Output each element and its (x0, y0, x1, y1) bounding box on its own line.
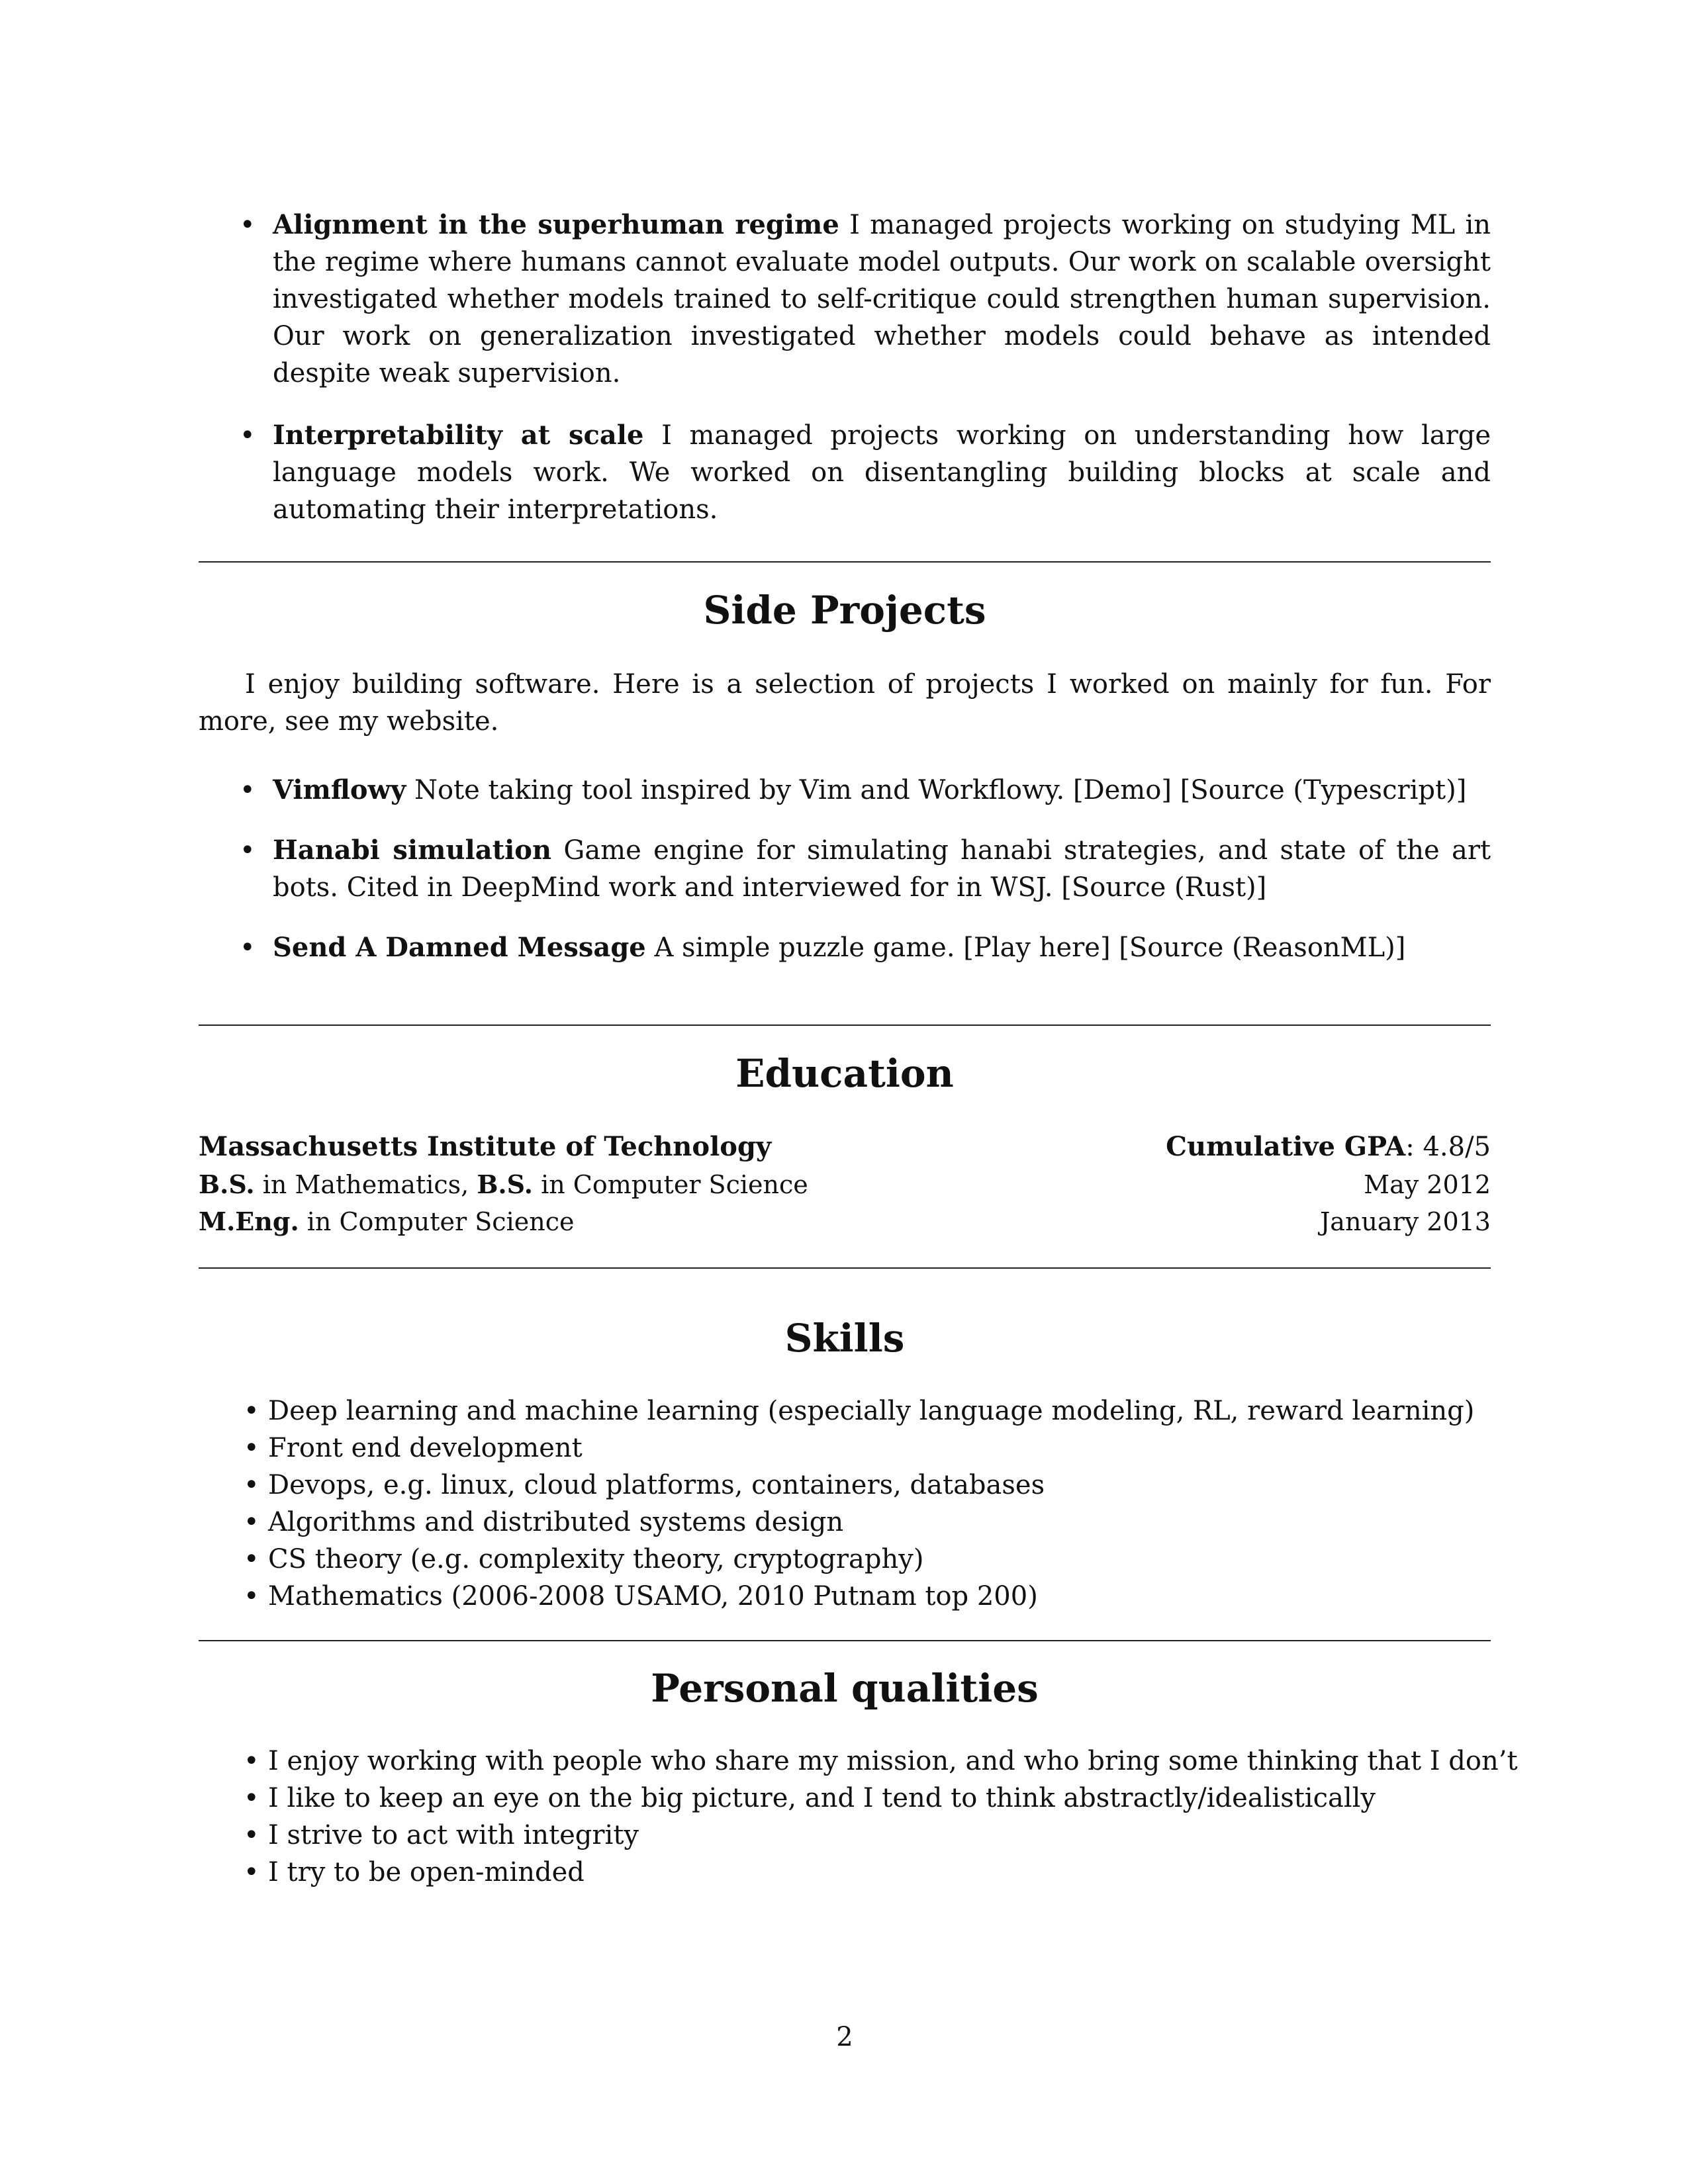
quality-text: I try to be open-minded (268, 1857, 585, 1888)
degree-field: in Mathematics, (254, 1170, 477, 1199)
quality-item (199, 1854, 1491, 1891)
bullet-icon: • (240, 210, 256, 240)
project-title: Vimflowy (273, 774, 406, 805)
research-item (199, 206, 1491, 392)
skill-text: Algorithms and distributed systems design (268, 1507, 844, 1537)
school-name: Massachusetts Institute of Technology (199, 1131, 772, 1162)
bullet-icon: • (244, 1544, 259, 1574)
gpa-value: : 4.8/5 (1405, 1132, 1491, 1162)
section-divider (199, 1267, 1491, 1269)
skill-item (199, 1430, 1491, 1467)
education-degree-row (199, 1203, 1491, 1240)
degree-abbrev: B.S. (199, 1169, 255, 1199)
quality-item (199, 1743, 1518, 1780)
bullet-icon: • (244, 1746, 259, 1776)
side-projects-list (199, 772, 1491, 991)
page-number: 2 (836, 2022, 853, 2052)
gpa (1166, 1128, 1491, 1165)
resume-page (199, 0, 1518, 2184)
bullet-icon: • (244, 1820, 259, 1850)
skill-text: Mathematics (2006-2008 USAMO, 2010 Putnam top 200) (268, 1581, 1038, 1612)
project-text: Game engine for simulating hanabi strategies, and state of the art bots. Cited in DeepMind work and interviewed for in WSJ. [Source (Rust)] (273, 835, 1491, 903)
skill-text: Front end development (268, 1433, 583, 1463)
skill-item (199, 1578, 1491, 1615)
project-item (199, 832, 1491, 906)
degree-field: in Computer Science (532, 1170, 808, 1199)
project-title: Send A Damned Message (273, 932, 646, 963)
quality-item (199, 1780, 1491, 1817)
project-item (199, 772, 1491, 809)
section-divider (199, 1024, 1491, 1026)
degree-field: in Computer Science (299, 1207, 575, 1236)
side-projects-heading: Side Projects (703, 588, 986, 633)
project-text: Note taking tool inspired by Vim and Workflowy. [Demo] [Source (Typescript)] (414, 775, 1467, 805)
bullet-icon: • (244, 1507, 259, 1537)
quality-item (199, 1817, 1491, 1854)
quality-text: I strive to act with integrity (268, 1820, 639, 1850)
skill-text: Devops, e.g. linux, cloud platforms, containers, databases (268, 1470, 1045, 1500)
bullet-icon: • (240, 420, 256, 451)
section-divider (199, 1640, 1491, 1641)
skill-item (199, 1467, 1491, 1504)
research-item-title: Alignment in the superhuman regime (273, 209, 839, 240)
bullet-icon: • (244, 1783, 259, 1813)
skills-list (199, 1392, 1491, 1615)
degree-abbrev: B.S. (477, 1169, 533, 1199)
education-heading: Education (735, 1051, 954, 1096)
skill-item (199, 1541, 1491, 1578)
bullet-icon: • (240, 775, 256, 805)
education-degree-row (199, 1166, 1491, 1203)
research-item (199, 417, 1491, 528)
education-school-row (199, 1128, 1491, 1165)
research-list (199, 206, 1491, 553)
quality-text: I enjoy working with people who share my mission, and who bring some thinking that I don’t (268, 1746, 1518, 1776)
skill-item (199, 1392, 1491, 1430)
section-divider (199, 561, 1491, 563)
degree-date: January 2013 (1320, 1207, 1491, 1236)
degree-abbrev: M.Eng. (199, 1206, 299, 1236)
bullet-icon: • (244, 1433, 259, 1463)
bullet-icon: • (244, 1581, 259, 1612)
degree-text (199, 1166, 808, 1203)
degree-text (199, 1203, 574, 1240)
project-text: A simple puzzle game. [Play here] [Source (ReasonML)] (654, 933, 1406, 963)
gpa-label: Cumulative GPA (1166, 1131, 1406, 1162)
degree-date: May 2012 (1364, 1170, 1491, 1199)
personal-qualities-list (199, 1743, 1518, 1891)
research-item-title: Interpretability at scale (273, 420, 644, 451)
research-item-text: I managed projects working on studying ML in the regime where humans cannot evaluate model outputs. Our work on scalable oversight investigated whether models trained to self-critique could strengthen human supervision. Our work on generalization investigated whether models could behave as intended despite weak supervision. (273, 210, 1491, 388)
project-title: Hanabi simulation (273, 835, 552, 866)
personal-qualities-heading: Personal qualities (651, 1666, 1039, 1711)
bullet-icon: • (244, 1470, 259, 1500)
research-item-text: I managed projects working on understanding how large language models work. We worked on disentangling building blocks at scale and automating their interpretations. (273, 420, 1491, 525)
bullet-icon: • (244, 1857, 259, 1888)
skills-heading: Skills (784, 1316, 905, 1361)
bullet-icon: • (240, 835, 256, 866)
bullet-icon: • (240, 933, 256, 963)
project-item (199, 929, 1491, 966)
skill-text: Deep learning and machine learning (especially language modeling, RL, reward learning) (268, 1396, 1475, 1426)
bullet-icon: • (244, 1396, 259, 1426)
skill-text: CS theory (e.g. complexity theory, cryptography) (268, 1544, 924, 1574)
quality-text: I like to keep an eye on the big picture, and I tend to think abstractly/idealistically (268, 1783, 1376, 1813)
skill-item (199, 1504, 1491, 1541)
side-projects-intro: I enjoy building software. Here is a selection of projects I worked on mainly for fun. For more, see my website. (199, 669, 1491, 737)
